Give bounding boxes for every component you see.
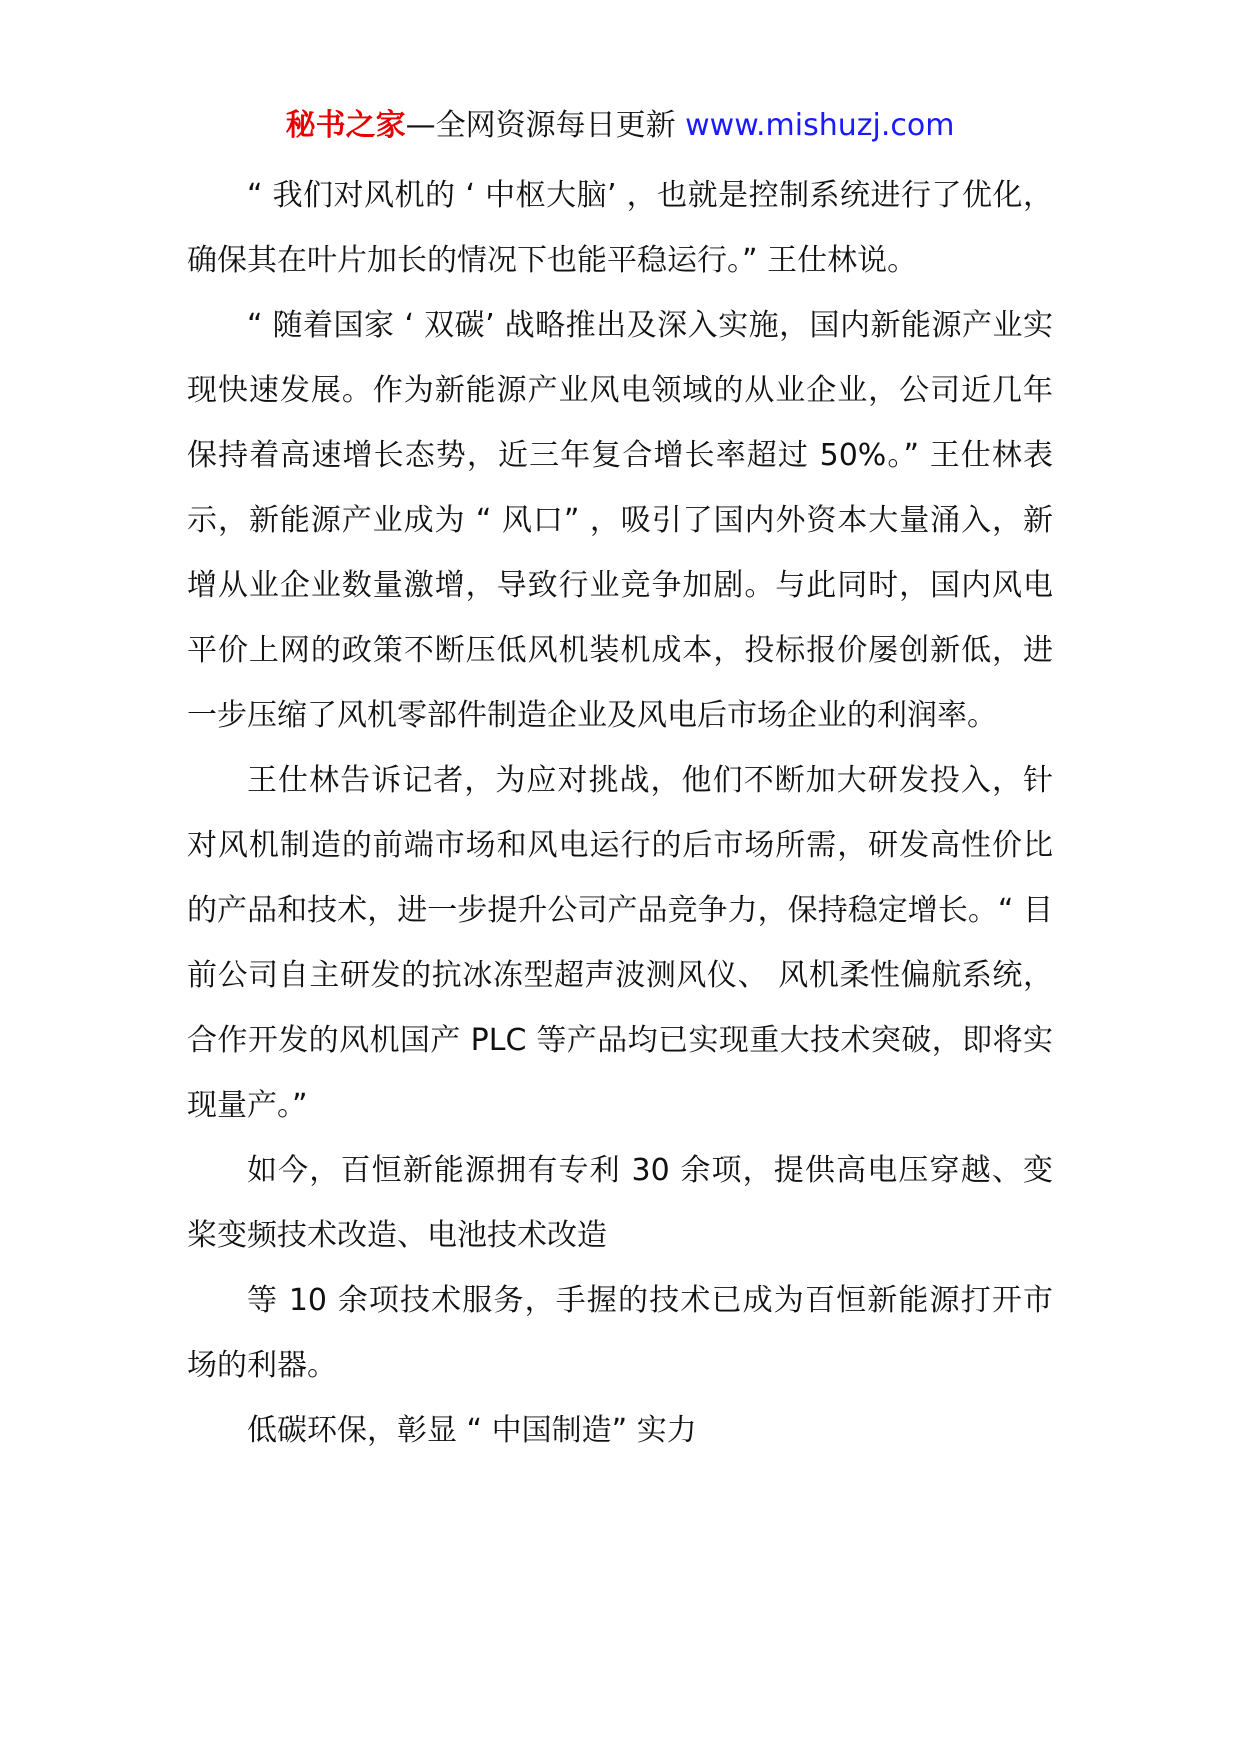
paragraph-patents: 如今，百恒新能源拥有专利 30 余项，提供高电压穿越、变桨变频技术改造、电池技术改造 — [187, 1153, 1053, 1253]
section-heading-low-carbon: 低碳环保，彰显 “ 中国制造” 实力 — [247, 1413, 697, 1448]
site-url-link[interactable]: www.mishuzj.com — [685, 108, 955, 143]
article-body — [187, 163, 1053, 1463]
paragraph-dual-carbon: “ 随着国家 ‘ 双碳’ 战略推出及深入实施，国内新能源产业实现快速发展。作为新能源产业风电领域的从业企业，公司近几年保持着高速增长态势，近三年复合增长率超过 50%。” 王仕林表示，新能源产业成为 “ 风口” ，吸引了国内外资本大量涌入，新增从业企业数量激增，导致行业竞争加剧。与此同时，国内风电平价上网的政策不断压低风机装机成本，投标报价屡创新低，进一步压缩了风机零部件制造企业及风电后市场企业的利润率。 — [187, 308, 1053, 733]
site-tagline: —全网资源每日更新 — [405, 108, 686, 143]
paragraph-quote-control-system: “ 我们对风机的 ‘ 中枢大脑’ ，也就是控制系统进行了优化，确保其在叶片加长的情况下也能平稳运行。” 王仕林说。 — [187, 178, 1053, 278]
paragraph-rd-investment: 王仕林告诉记者，为应对挑战，他们不断加大研发投入，针对风机制造的前端市场和风电运行的后市场所需，研发高性价比的产品和技术，进一步提升公司产品竞争力，保持稳定增长。“ 目前公司自主研发的抗冰冻型超声波测风仪、 风机柔性偏航系统， 合作开发的风机国产 PLC 等产品均已实现重大技术突破，即将实现量产。” — [187, 763, 1053, 1123]
paragraph-tech-services: 等 10 余项技术服务，手握的技术已成为百恒新能源打开市场的利器。 — [187, 1283, 1053, 1383]
site-header — [0, 104, 1240, 148]
site-brand: 秘书之家 — [285, 108, 406, 143]
